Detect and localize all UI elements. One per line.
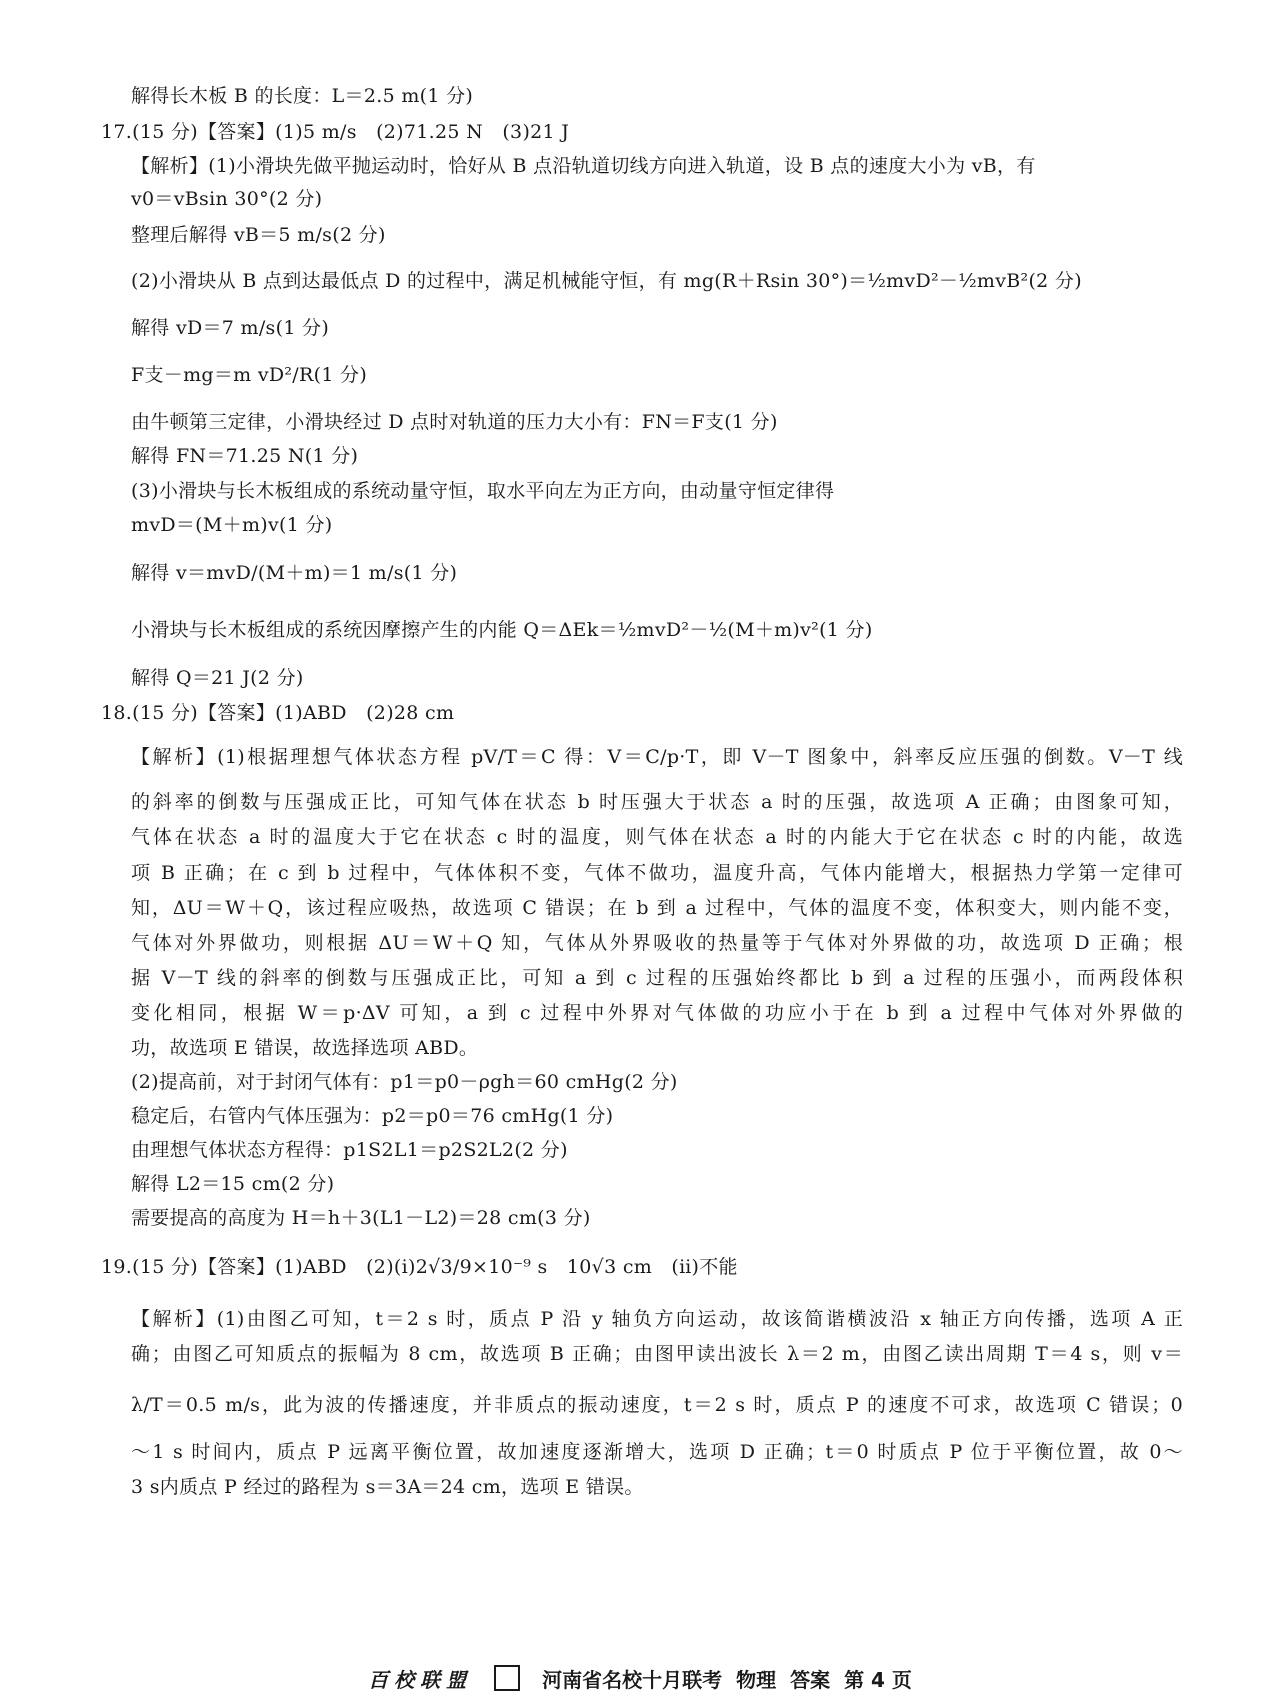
text-line: 3 s内质点 P 经过的路程为 s＝3A＝24 cm，选项 E 错误。	[131, 1476, 644, 1498]
text-line: 由牛顿第三定律，小滑块经过 D 点时对轨道的压力大小有：FN＝F支(1 分)	[131, 411, 778, 433]
text-line: 解得 FN＝71.25 N(1 分)	[131, 445, 359, 467]
text-line: 变化相同，根据 W＝p·ΔV 可知，a 到 c 过程中外界对气体做的功应小于在 b 到 a 过程中气体对外界做的	[131, 1002, 1183, 1024]
text-line: mvD＝(M＋m)v(1 分)	[131, 514, 333, 536]
question-17-answer: 17.(15 分)【答案】(1)5 m/s (2)71.25 N (3)21 J	[101, 121, 570, 143]
subject-label: 物理	[736, 1668, 777, 1692]
text-line: v0＝vBsin 30°(2 分)	[131, 188, 323, 210]
text-line: λ/T＝0.5 m/s，此为波的传播速度，并非质点的振动速度，t＝2 s 时，质点 P 的速度不可求，故选项 C 错误；0	[131, 1394, 1183, 1416]
page-footer	[0, 1664, 1280, 1693]
text-line: 解得 v＝mvD/(M＋m)＝1 m/s(1 分)	[131, 562, 458, 584]
text-line: 解得 Q＝21 J(2 分)	[131, 667, 304, 689]
text-line: 解得长木板 B 的长度：L＝2.5 m(1 分)	[131, 85, 474, 107]
text-line: 【解析】(1)由图乙可知，t＝2 s 时，质点 P 沿 y 轴负方向运动，故该简谐横波沿 x 轴正方向传播，选项 A 正	[131, 1308, 1183, 1330]
seal-icon	[494, 1665, 520, 1691]
text-line: 知，ΔU＝W＋Q，该过程应吸热，故选项 C 错误；在 b 到 a 过程中，气体的温度不变，体积变大，则内能不变，	[131, 897, 1183, 919]
text-line: 据 V－T 线的斜率的倒数与压强成正比，可知 a 到 c 过程的压强始终都比 b 到 a 过程的压强小，而两段体积	[131, 967, 1183, 989]
text-line: 功，故选项 E 错误，故选择选项 ABD。	[131, 1037, 479, 1059]
kind-label: 答案	[790, 1668, 831, 1692]
text-line: 稳定后，右管内气体压强为：p2＝p0＝76 cmHg(1 分)	[131, 1105, 614, 1127]
text-line: 解得 L2＝15 cm(2 分)	[131, 1173, 335, 1195]
text-line: ～1 s 时间内，质点 P 远离平衡位置，故加速度逐渐增大，选项 D 正确；t＝0 时质点 P 位于平衡位置，故 0～	[131, 1441, 1183, 1463]
exam-title: 河南省名校十月联考	[542, 1668, 723, 1692]
text-line: 气体对外界做功，则根据 ΔU＝W＋Q 知，气体从外界吸收的热量等于气体对外界做的功，故选项 D 正确；根	[131, 932, 1183, 954]
text-line: 确；由图乙可知质点的振幅为 8 cm，故选项 B 正确；由图甲读出波长 λ＝2 m，由图乙读出周期 T＝4 s，则 v＝	[131, 1343, 1183, 1365]
question-19-answer: 19.(15 分)【答案】(1)ABD (2)(ⅰ)2√3/9×10⁻⁹ s 10√3 cm (ⅱ)不能	[101, 1256, 738, 1278]
brand-logo: 百校联盟	[368, 1668, 473, 1692]
text-line: 需要提高的高度为 H＝h＋3(L1－L2)＝28 cm(3 分)	[131, 1207, 591, 1229]
text-line: 小滑块与长木板组成的系统因摩擦产生的内能 Q＝ΔEk＝½mvD²－½(M＋m)v²(1 分)	[131, 619, 873, 641]
text-line: 项 B 正确；在 c 到 b 过程中，气体体积不变，气体不做功，温度升高，气体内能增大，根据热力学第一定律可	[131, 862, 1183, 884]
question-18-answer: 18.(15 分)【答案】(1)ABD (2)28 cm	[101, 702, 455, 724]
text-line: 整理后解得 vB＝5 m/s(2 分)	[131, 224, 386, 246]
text-line: 【解析】(1)小滑块先做平抛运动时，恰好从 B 点沿轨道切线方向进入轨道，设 B 点的速度大小为 vB，有	[131, 155, 1036, 177]
text-line: (2)提高前，对于封闭气体有：p1＝p0－ρgh＝60 cmHg(2 分)	[131, 1071, 678, 1093]
text-line: 【解析】(1)根据理想气体状态方程 pV/T＝C 得：V＝C/p·T，即 V－T 图象中，斜率反应压强的倒数。V－T 线	[131, 746, 1183, 768]
text-line: 气体在状态 a 时的温度大于它在状态 c 时的温度，则气体在状态 a 时的内能大于它在状态 c 时的内能，故选	[131, 826, 1183, 848]
text-line: (2)小滑块从 B 点到达最低点 D 的过程中，满足机械能守恒，有 mg(R＋Rsin 30°)＝½mvD²－½mvB²(2 分)	[131, 270, 1082, 292]
page-number: 第 4 页	[844, 1668, 912, 1692]
text-line: 解得 vD＝7 m/s(1 分)	[131, 317, 330, 339]
text-line: F支－mg＝m vD²/R(1 分)	[131, 364, 368, 386]
text-line: 的斜率的倒数与压强成正比，可知气体在状态 b 时压强大于状态 a 时的压强，故选项 A 正确；由图象可知，	[131, 791, 1183, 813]
text-line: 由理想气体状态方程得：p1S2L1＝p2S2L2(2 分)	[131, 1139, 568, 1161]
text-line: (3)小滑块与长木板组成的系统动量守恒，取水平向左为正方向，由动量守恒定律得	[131, 480, 835, 502]
